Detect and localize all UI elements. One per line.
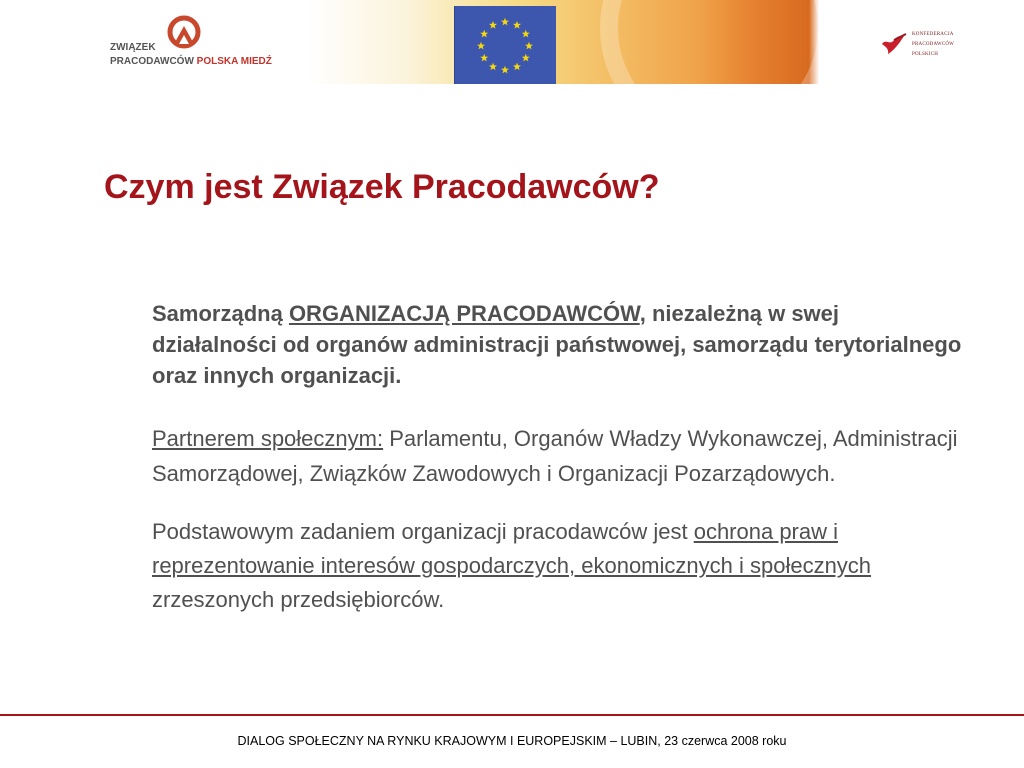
footer-text: DIALOG SPOŁECZNY NA RYNKU KRAJOWYM I EUROPEJSKIM – LUBIN, 23 czerwca 2008 roku	[237, 734, 787, 748]
paragraph-organization: Samorządną ORGANIZACJĄ PRACODAWCÓW, niezależną w swej działalności od organów administracji państwowej, samorządu terytorialnego oraz innych organizacji.	[152, 301, 962, 388]
zp-logo	[110, 14, 270, 74]
kpp-logo-line2: PRACODAWCÓW	[912, 42, 955, 47]
eu-star	[480, 30, 488, 38]
eu-star	[501, 66, 509, 74]
kpp-logo-line3: POLSKICH	[912, 52, 939, 57]
eu-star	[513, 63, 521, 71]
zp-logo-icon	[166, 14, 206, 54]
zp-logo-line1: ZWIĄZEK	[110, 42, 156, 53]
eu-star	[525, 42, 533, 50]
slide-title: Czym jest Związek Pracodawców?	[104, 168, 660, 206]
eu-flag-icon	[454, 6, 556, 84]
eu-star	[513, 21, 521, 29]
eu-star	[489, 21, 497, 29]
kpp-logo-icon	[880, 32, 908, 58]
header-banner	[0, 0, 1024, 84]
eu-star	[489, 63, 497, 71]
footer-divider	[0, 714, 1024, 716]
zp-logo-line2: PRACODAWCÓW POLSKA MIEDŹ	[110, 56, 272, 67]
organization-link-text: ORGANIZACJĄ PRACODAWCÓW	[288, 301, 640, 326]
eu-star	[480, 54, 488, 62]
basic-task-underlined: ochrona praw i reprezentowanie interesów gospodarczych, ekonomicznych i społecznych	[152, 519, 872, 578]
eu-star	[477, 42, 485, 50]
kpp-logo	[880, 30, 990, 70]
paragraph-social-partner: Partnerem społecznym: Parlamentu, Organów Władzy Wykonawczej, Administracji Samorządowej, Związków Zawodowych i Organizacji Pozarządowych.	[152, 426, 958, 486]
kpp-logo-line1: KONFEDERACJA	[912, 32, 954, 37]
eu-star	[522, 30, 530, 38]
banner-decoration	[600, 0, 836, 146]
eu-star	[501, 18, 509, 26]
social-partner-label: Partnerem społecznym:	[152, 426, 384, 451]
eu-star	[522, 54, 530, 62]
paragraph-basic-task: Podstawowym zadaniem organizacji pracodawców jest ochrona praw i reprezentowanie interesów gospodarczych, ekonomicznych i społecznych zrzeszonych przedsiębiorców.	[152, 519, 872, 612]
slide-body	[152, 298, 962, 617]
